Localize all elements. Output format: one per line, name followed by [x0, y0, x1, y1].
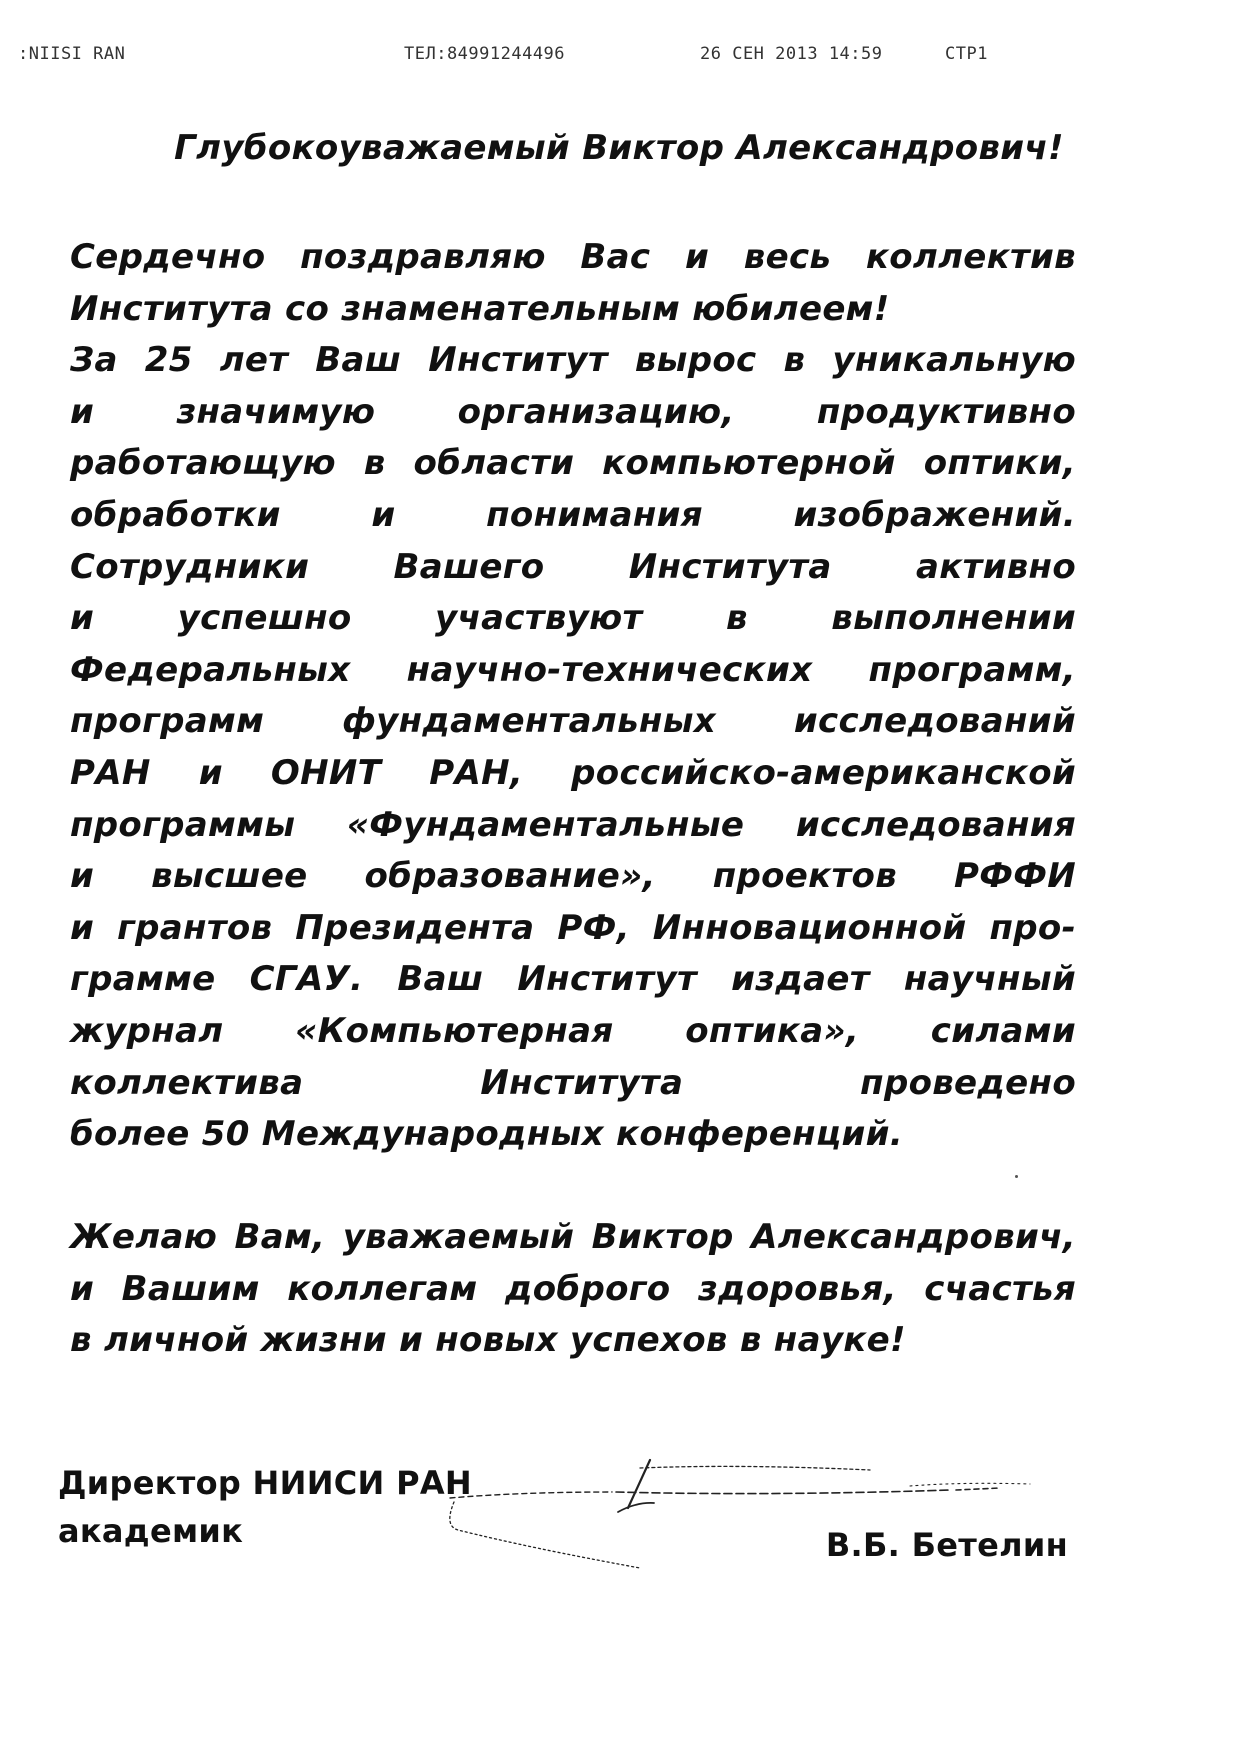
paragraph-line: Института со знаменательным юбилеем!: [70, 288, 890, 329]
paragraph-line: За 25 лет Ваш Институт вырос в уникальную: [70, 340, 1076, 381]
fax-page-number: СТР1: [945, 44, 988, 64]
paragraph-line: программы «Фундаментальные исследования: [70, 804, 1076, 845]
paragraph-line: работающую в области компьютерной оптики,: [70, 443, 1076, 484]
paragraph-line: Сердечно поздравляю Вас и весь коллектив: [70, 237, 1076, 277]
paragraph-line: Сотрудники Вашего Института активно: [70, 546, 1076, 587]
signer-title: Директор НИИСИ РАН: [58, 1464, 472, 1502]
paragraph-line: журнал «Компьютерная оптика», силами: [70, 1010, 1076, 1051]
fax-sender-id: :NIISI RAN: [18, 44, 126, 64]
paragraph-line: РАН и ОНИТ РАН, российско-американской: [70, 752, 1076, 793]
paragraph-line: и успешно участвуют в выполнении: [70, 598, 1076, 639]
fax-datetime: 26 СЕН 2013 14:59: [700, 44, 883, 64]
wishes-paragraph: [70, 1212, 1076, 1367]
paragraph-line: обработки и понимания изображений.: [70, 494, 1076, 535]
letter-salutation: Глубокоуважаемый Виктор Александрович!: [174, 128, 1064, 168]
paragraph-line: более 50 Международных конференций.: [70, 1114, 903, 1155]
paragraph-line: и грантов Президента РФ, Инновационной про-: [70, 907, 1076, 948]
signer-name: В.Б. Бетелин: [825, 1526, 1068, 1564]
paragraph-line: Федеральных научно-технических программ,: [70, 649, 1076, 690]
paragraph-line: грамме СГАУ. Ваш Институт издает научный: [70, 959, 1076, 1000]
handwritten-signature-icon: [440, 1430, 1060, 1580]
scan-speck: [1015, 1175, 1018, 1178]
signer-rank: академик: [58, 1512, 244, 1550]
fax-header: [0, 44, 1238, 74]
paragraph-line: в личной жизни и новых успехов в науке!: [70, 1320, 906, 1361]
paragraph-line: коллектива Института проведено: [70, 1062, 1076, 1103]
paragraph-line: и высшее образование», проектов РФФИ: [70, 856, 1076, 897]
fax-phone-number: ТЕЛ:84991244496: [404, 44, 566, 64]
paragraph-line: и значимую организацию, продуктивно: [70, 391, 1076, 432]
paragraph-line: и Вашим коллегам доброго здоровья, счастья: [70, 1268, 1076, 1309]
paragraph-line: программ фундаментальных исследований: [70, 701, 1076, 742]
main-paragraph: [70, 232, 1076, 1161]
paragraph-line: Желаю Вам, уважаемый Виктор Александрович,: [70, 1217, 1076, 1257]
